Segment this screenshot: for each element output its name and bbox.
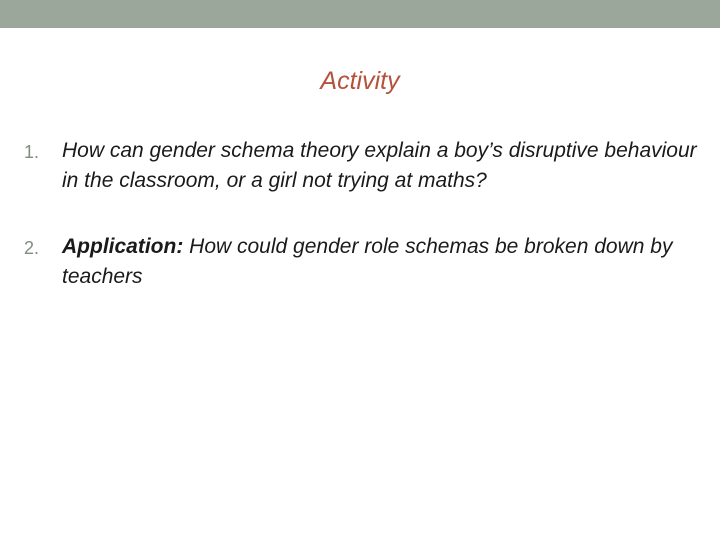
question-lead-label: Application:	[62, 235, 184, 258]
question-text	[62, 136, 702, 196]
question-text-body: How could gender role schemas be broken down by teachers	[62, 235, 673, 288]
question-item-1	[24, 136, 704, 196]
question-item-2	[24, 232, 704, 292]
question-number: 1.	[24, 142, 40, 162]
question-text	[62, 232, 702, 292]
question-text-body: How can gender schema theory explain a boy’s disruptive behaviour in the classroom, or a girl not trying at maths?	[62, 139, 697, 192]
slide-top-bar	[0, 0, 720, 28]
question-number: 2.	[24, 238, 40, 258]
slide-title: Activity	[320, 67, 400, 95]
